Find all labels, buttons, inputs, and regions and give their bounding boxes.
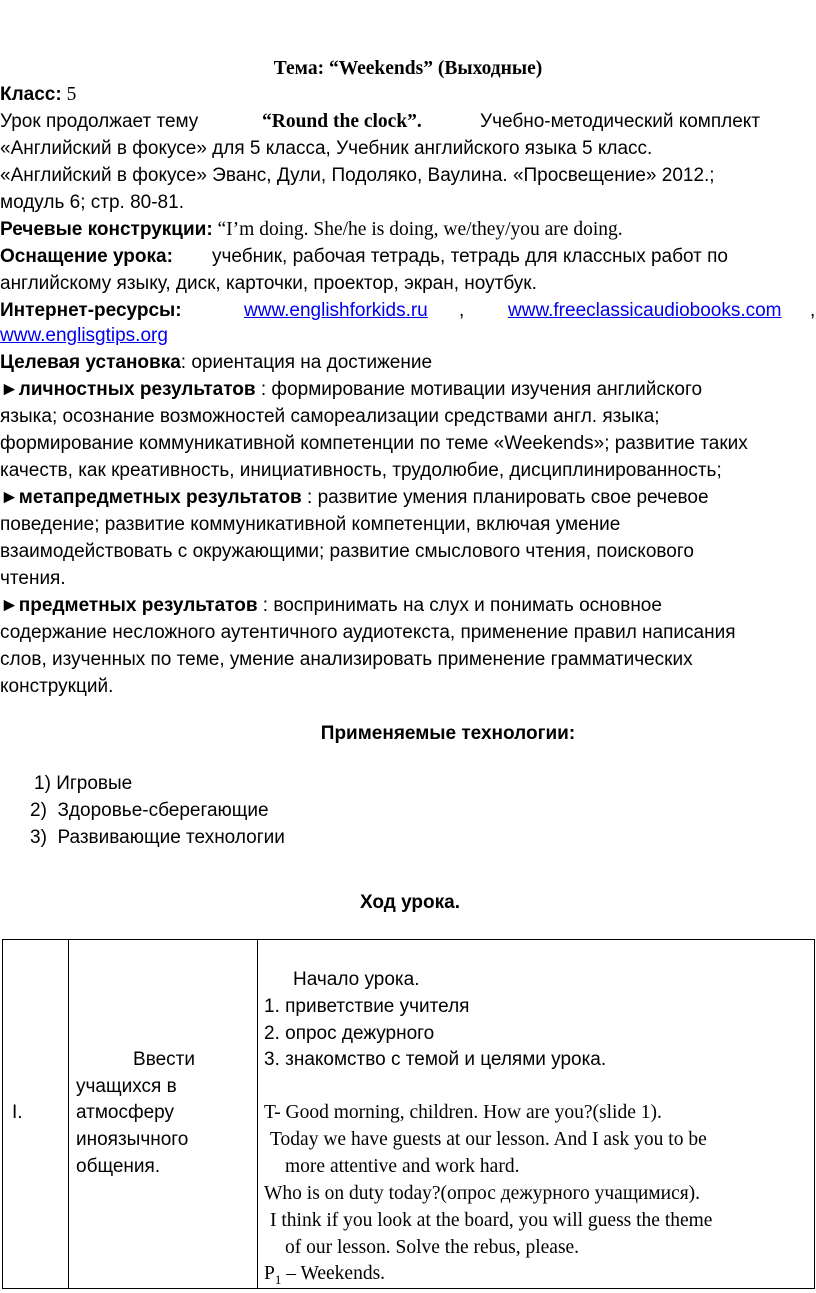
tech-item-label: Развивающие технологии bbox=[57, 827, 285, 848]
speech-value: “I’m doing. She/he is doing, we/they/you are doing. bbox=[212, 219, 623, 240]
list-number: 1) bbox=[34, 773, 57, 794]
list-number: 2) bbox=[30, 800, 58, 821]
personal-results-line-3: формирование коммуникативной компетенции по теме «Weekends»; развитие таких bbox=[0, 433, 748, 454]
p-letter: P bbox=[264, 1263, 275, 1284]
goal-line-1: Ввести bbox=[133, 1049, 195, 1070]
tech-item-label: Здоровье-сберегающие bbox=[57, 800, 269, 821]
subject-results-line-1 bbox=[0, 593, 662, 620]
lesson-heading: Ход урока. bbox=[359, 892, 460, 913]
link-englishforkids[interactable]: www.englishforkids.ru bbox=[244, 300, 428, 321]
goal-value: : ориентация на достижение bbox=[180, 352, 433, 373]
goal-line-2: учащихся в bbox=[76, 1076, 177, 1097]
meta-results-text: : развитие умения планировать свое речевое bbox=[301, 487, 709, 508]
content-line-3: 2. опрос дежурного bbox=[264, 1023, 435, 1044]
list-number: 3) bbox=[30, 827, 58, 848]
speech-label: Речевые конструкции: bbox=[0, 219, 213, 240]
intro-line-2: «Английский в фокусе» для 5 класса, Учебник английского языка 5 класс. bbox=[0, 138, 653, 159]
content-line-1: Начало урока. bbox=[293, 969, 420, 990]
personal-results-line-2: языка; осознание возможностей самореализации средствами англ. языка; bbox=[0, 406, 660, 427]
tech-item-2 bbox=[30, 798, 269, 825]
subject-results-label: ►предметных результатов bbox=[0, 595, 258, 616]
content-line-9: I think if you look at the board, you will guess the theme bbox=[270, 1210, 713, 1231]
p-subscript: 1 bbox=[274, 1271, 282, 1287]
p-answer: – Weekends. bbox=[281, 1263, 386, 1284]
meta-results-line-2: поведение; развитие коммуникативной компетенции, включая умение bbox=[0, 514, 621, 535]
subject-results-line-3: слов, изученных по теме, умение анализировать применение грамматических bbox=[0, 649, 693, 670]
link-englisgtips[interactable]: www.englisgtips.org bbox=[0, 325, 168, 346]
tech-item-3 bbox=[30, 825, 285, 852]
tech-item-1 bbox=[34, 771, 132, 798]
equipment-label: Оснащение урока: bbox=[0, 246, 173, 267]
goal-label: Целевая установка bbox=[0, 352, 181, 373]
page-title: Тема: “Weekends” (Выходные) bbox=[273, 58, 543, 79]
content-line-5: T- Good morning, children. How are you?(slide 1). bbox=[264, 1102, 662, 1123]
umk-label: Учебно-методический комплект bbox=[480, 111, 761, 132]
comma: , bbox=[810, 300, 816, 321]
content-line-8: Who is on duty today?(опрос дежурного учащимися). bbox=[264, 1183, 701, 1204]
comma: , bbox=[459, 300, 465, 321]
content-line-10: of our lesson. Solve the rebus, please. bbox=[285, 1237, 580, 1258]
class-value: 5 bbox=[61, 84, 77, 105]
personal-results-line-4: качеств, как креативность, инициативность, трудолюбие, дисциплинированность; bbox=[0, 460, 722, 481]
subject-results-line-4: конструкций. bbox=[0, 676, 114, 697]
internet-label: Интернет-ресурсы: bbox=[0, 300, 182, 321]
content-line-6: Today we have guests at our lesson. And I ask you to be bbox=[270, 1129, 707, 1150]
intro-line-3: «Английский в фокусе» Эванс, Дули, Подоляко, Ваулина. «Просвещение» 2012.; bbox=[0, 165, 715, 186]
personal-results-label: ►личностных результатов bbox=[0, 379, 256, 400]
technologies-heading: Применяемые технологии: bbox=[320, 723, 576, 744]
equipment-line-1: учебник, рабочая тетрадь, тетрадь для классных работ по bbox=[212, 246, 728, 267]
personal-results-line-1 bbox=[0, 377, 702, 404]
class-label: Класс: bbox=[0, 84, 62, 105]
tech-item-label: Игровые bbox=[56, 773, 133, 794]
meta-results-line-1 bbox=[0, 485, 709, 512]
goal-line bbox=[0, 350, 432, 377]
meta-results-line-4: чтения. bbox=[0, 568, 66, 589]
goal-line-3: атмосферу bbox=[76, 1102, 175, 1123]
link-freeclassicaudiobooks[interactable]: www.freeclassicaudiobooks.com bbox=[508, 300, 782, 321]
class-line bbox=[0, 82, 76, 109]
speech-line bbox=[0, 217, 623, 244]
subject-results-line-2: содержание несложного аутентичного аудиотекста, применение правил написания bbox=[0, 622, 736, 643]
equipment-line-2: английскому языку, диск, карточки, проектор, экран, ноутбук. bbox=[0, 273, 537, 294]
meta-results-line-3: взаимодействовать с окружающими; развитие смыслового чтения, поискового bbox=[0, 541, 694, 562]
meta-results-label: ►метапредметных результатов bbox=[0, 487, 302, 508]
subject-results-text: : воспринимать на слух и понимать основное bbox=[257, 595, 662, 616]
intro-line-1: Урок продолжает тему bbox=[0, 111, 199, 132]
content-line-2: 1. приветствие учителя bbox=[264, 996, 470, 1017]
content-line-11 bbox=[264, 1261, 385, 1293]
content-line-7: more attentive and work hard. bbox=[285, 1156, 520, 1177]
goal-line-4: иноязычного bbox=[76, 1129, 189, 1150]
intro-line-4: модуль 6; стр. 80-81. bbox=[0, 192, 184, 213]
goal-line-5: общения. bbox=[76, 1156, 161, 1177]
content-line-4: 3. знакомство с темой и целями урока. bbox=[264, 1049, 607, 1070]
personal-results-text: : формирование мотивации изучения английского bbox=[255, 379, 703, 400]
stage-number: I. bbox=[12, 1102, 23, 1123]
module-name: “Round the clock”. bbox=[262, 111, 422, 132]
